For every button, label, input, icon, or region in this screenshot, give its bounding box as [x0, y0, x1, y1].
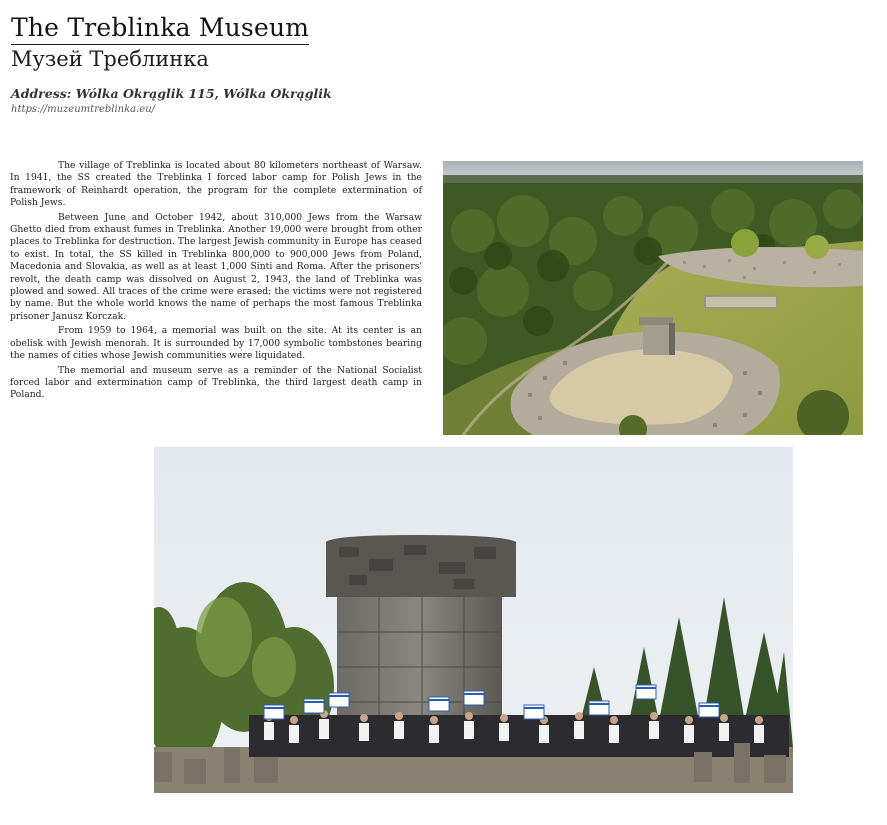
- monument-crowd-photo: [154, 447, 793, 793]
- page-title: The Treblinka Museum: [11, 12, 309, 45]
- paragraph-1: The village of Treblinka is located about 80 kilometers northeast of Warsaw. In 1941, the SS created the Treblinka I forced labor camp for Polish Jews in the framework of Reinhardt operation, the program for the complete extermination of Polish Jews.: [10, 160, 422, 209]
- paragraph-2: Between June and October 1942, about 310,000 Jews from the Warsaw Ghetto died from exhaust fumes in Treblinka. Another 19,000 were brought from other places to Treblinka for destruction. The largest Jewish community in Europe has ceased to exist. In total, the SS killed in Treblinka 800,000 to 900,000 Jews from Poland, Macedonia and Slovakia, as well as at least 1,000 Sinti and Roma. After the prisoners' revolt, the death camp was dissolved on August 2, 1943, the land of Treblinka was plowed and sowed. All traces of the crime were erased; the victims were not registered by name. But the whole world knows the name of perhaps the most famous Treblinka prisoner Janusz Korczak.: [10, 211, 422, 322]
- museum-address: Address: Wólka Okrąglik 115, Wólka Okrąglik: [11, 86, 332, 101]
- museum-website-link[interactable]: https://muzeumtreblinka.eu/: [11, 104, 156, 115]
- aerial-photo-illustration: [443, 161, 863, 435]
- paragraph-4: The memorial and museum serve as a reminder of the National Socialist forced labor and extermination camp of Treblinka, the third largest death camp in Poland.: [10, 364, 422, 401]
- paragraph-3: From 1959 to 1964, a memorial was built on the site. At its center is an obelisk with Jewish menorah. It is surrounded by 17,000 symbolic tombstones bearing the names of cities whose Jewish communities were liquidated.: [10, 325, 422, 362]
- monument-photo-illustration: [154, 447, 793, 793]
- aerial-memorial-photo: [443, 161, 863, 435]
- article-text: [10, 160, 422, 404]
- page-subtitle-russian: Музей Треблинка: [11, 47, 209, 71]
